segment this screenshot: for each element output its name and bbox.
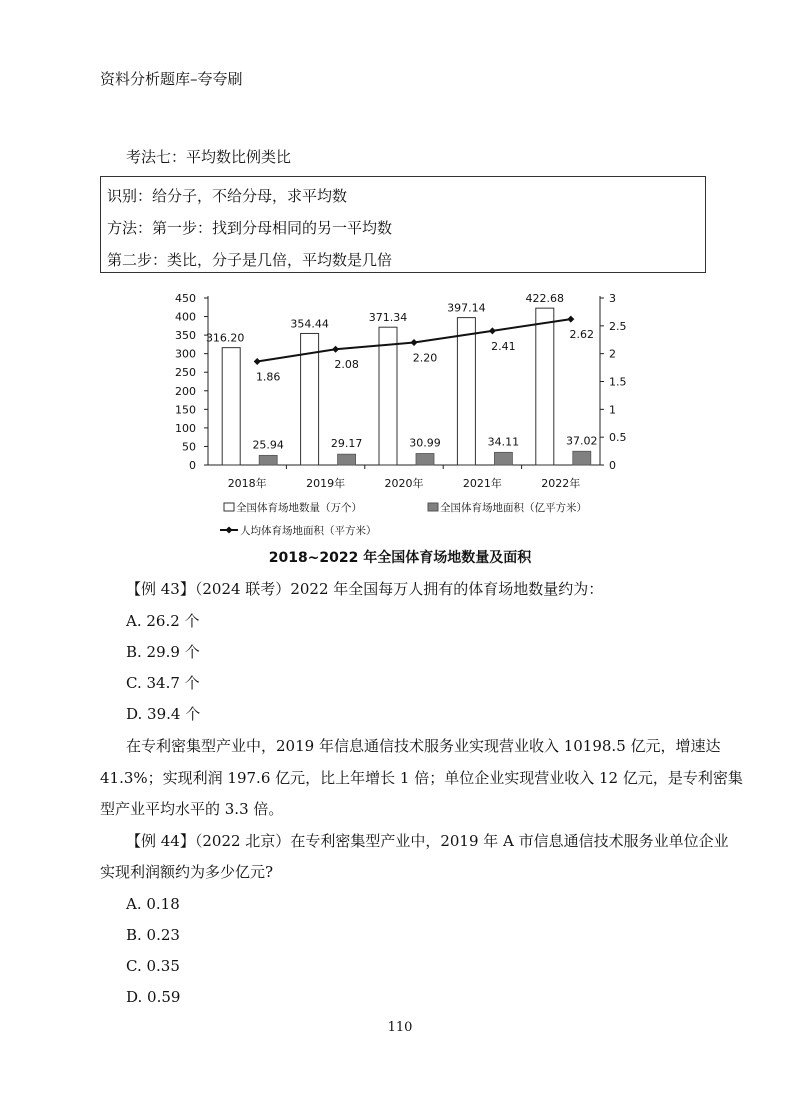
x-tick-label: 2019年 — [306, 477, 346, 490]
method-box — [100, 176, 706, 273]
question-43-stem — [126, 582, 603, 597]
x-tick-label: 2020年 — [384, 477, 424, 490]
venue-area-bar — [259, 455, 277, 465]
venue-area-label: 30.99 — [409, 436, 441, 450]
method-line-identify: 识别：给分子，不给分母，求平均数 — [107, 187, 348, 205]
venue-area-label: 34.11 — [487, 435, 520, 449]
venue-area-bar — [416, 453, 434, 465]
venue-area-label: 29.17 — [330, 437, 363, 451]
left-tick-label: 100 — [175, 421, 196, 435]
left-tick-label: 200 — [175, 384, 196, 398]
q44-option-a: A. 0.18 — [126, 895, 180, 913]
q43-option-c: C. 34.7 个 — [126, 674, 200, 692]
venue-count-bar — [379, 327, 397, 465]
left-tick-label: 300 — [175, 347, 196, 361]
per-capita-area-label: 1.86 — [255, 370, 281, 384]
passage-line-1: 在专利密集型产业中，2019 年信息通信技术服务业实现营业收入 10198.5 亿元，增速达 — [126, 737, 721, 755]
legend-label-area: 全国体育场地面积（亿平方米） — [440, 502, 587, 514]
venue-count-label: 371.34 — [368, 311, 408, 325]
x-tick-label: 2022年 — [541, 477, 581, 490]
left-tick-label: 450 — [175, 292, 196, 305]
right-tick-label: 1.5 — [609, 375, 627, 389]
per-capita-area-marker — [489, 327, 496, 334]
right-tick-label: 0 — [609, 459, 616, 472]
q44-option-c: C. 0.35 — [126, 957, 180, 975]
q43-option-a: A. 26.2 个 — [126, 612, 200, 630]
right-tick-label: 3 — [609, 292, 616, 305]
venue-area-bar — [494, 452, 512, 465]
venue-count-bar — [457, 318, 475, 465]
q43-option-d: D. 39.4 个 — [126, 705, 201, 723]
section-title: 考法七：平均数比例类比 — [126, 148, 292, 166]
left-tick-label: 350 — [175, 329, 196, 343]
method-line-step1: 方法：第一步：找到分母相同的另一平均数 — [107, 219, 393, 237]
legend-label-count: 全国体育场地数量（万个） — [236, 502, 362, 514]
left-tick-label: 150 — [175, 403, 196, 417]
venue-area-bar — [573, 451, 591, 465]
left-tick-label: 400 — [175, 310, 196, 324]
x-tick-label: 2021年 — [462, 477, 502, 490]
venue-count-bar — [222, 348, 240, 465]
chart-title: 2018~2022 年全国体育场地数量及面积 — [268, 550, 532, 566]
venue-count-label: 397.14 — [447, 301, 486, 315]
right-tick-label: 2.5 — [609, 319, 627, 333]
venue-area-bar — [338, 454, 356, 465]
left-tick-label: 0 — [189, 459, 196, 472]
per-capita-area-label: 2.41 — [491, 339, 516, 353]
per-capita-area-marker — [254, 358, 261, 365]
question-44-text: 在专利密集型产业中，2019 年 A 市信息通信技术服务业单位企业 — [290, 832, 729, 850]
venue-count-label: 422.68 — [525, 292, 565, 306]
passage-line-3: 型产业平均水平的 3.3 倍。 — [100, 800, 284, 818]
legend-swatch-area — [428, 503, 438, 511]
venue-area-label: 25.94 — [252, 438, 284, 452]
q44-option-b: B. 0.23 — [126, 926, 180, 944]
question-44-stem-line-2: 实现利润额约为多少亿元? — [100, 863, 274, 881]
left-tick-label: 50 — [182, 440, 196, 454]
legend-label-line: 人均体育场地面积（平方米） — [240, 525, 377, 537]
sports-venue-chart — [160, 285, 640, 545]
right-tick-label: 2 — [609, 347, 616, 361]
left-tick-label: 250 — [175, 366, 196, 380]
right-tick-label: 0.5 — [609, 431, 627, 445]
per-capita-area-label: 2.62 — [569, 328, 595, 342]
right-tick-label: 1 — [609, 403, 616, 417]
method-line-step2: 第二步：类比，分子是几倍，平均数是几倍 — [107, 251, 393, 269]
per-capita-area-label: 2.08 — [334, 358, 359, 372]
per-capita-area-marker — [411, 339, 418, 346]
question-43-text: 2022 年全国每万人拥有的体育场地数量约为： — [290, 580, 604, 598]
per-capita-area-marker — [332, 346, 339, 353]
q44-option-d: D. 0.59 — [126, 988, 181, 1006]
passage-line-2: 41.3%；实现利润 197.6 亿元，比上年增长 1 倍；单位企业实现营业收入 12 亿元，是专利密集 — [100, 769, 743, 787]
x-tick-label: 2018年 — [227, 477, 267, 490]
legend-swatch-marker — [226, 527, 233, 534]
venue-area-label: 37.02 — [566, 434, 598, 448]
question-44-tag: 【例 44】（2022 北京） — [126, 832, 291, 850]
page-number: 110 — [387, 1020, 413, 1035]
running-header: 资料分析题库–夸夸刷 — [100, 70, 243, 88]
per-capita-area-label: 2.20 — [412, 351, 438, 365]
question-44-stem-line-1 — [126, 834, 729, 849]
venue-count-label: 316.20 — [205, 331, 245, 345]
q43-option-b: B. 29.9 个 — [126, 643, 200, 661]
venue-count-label: 354.44 — [290, 317, 329, 331]
per-capita-area-marker — [567, 316, 574, 323]
legend-swatch-count — [224, 503, 234, 511]
chart-legend — [220, 501, 587, 537]
venue-count-bar — [536, 308, 554, 465]
question-43-tag: 【例 43】（2024 联考） — [126, 580, 291, 598]
